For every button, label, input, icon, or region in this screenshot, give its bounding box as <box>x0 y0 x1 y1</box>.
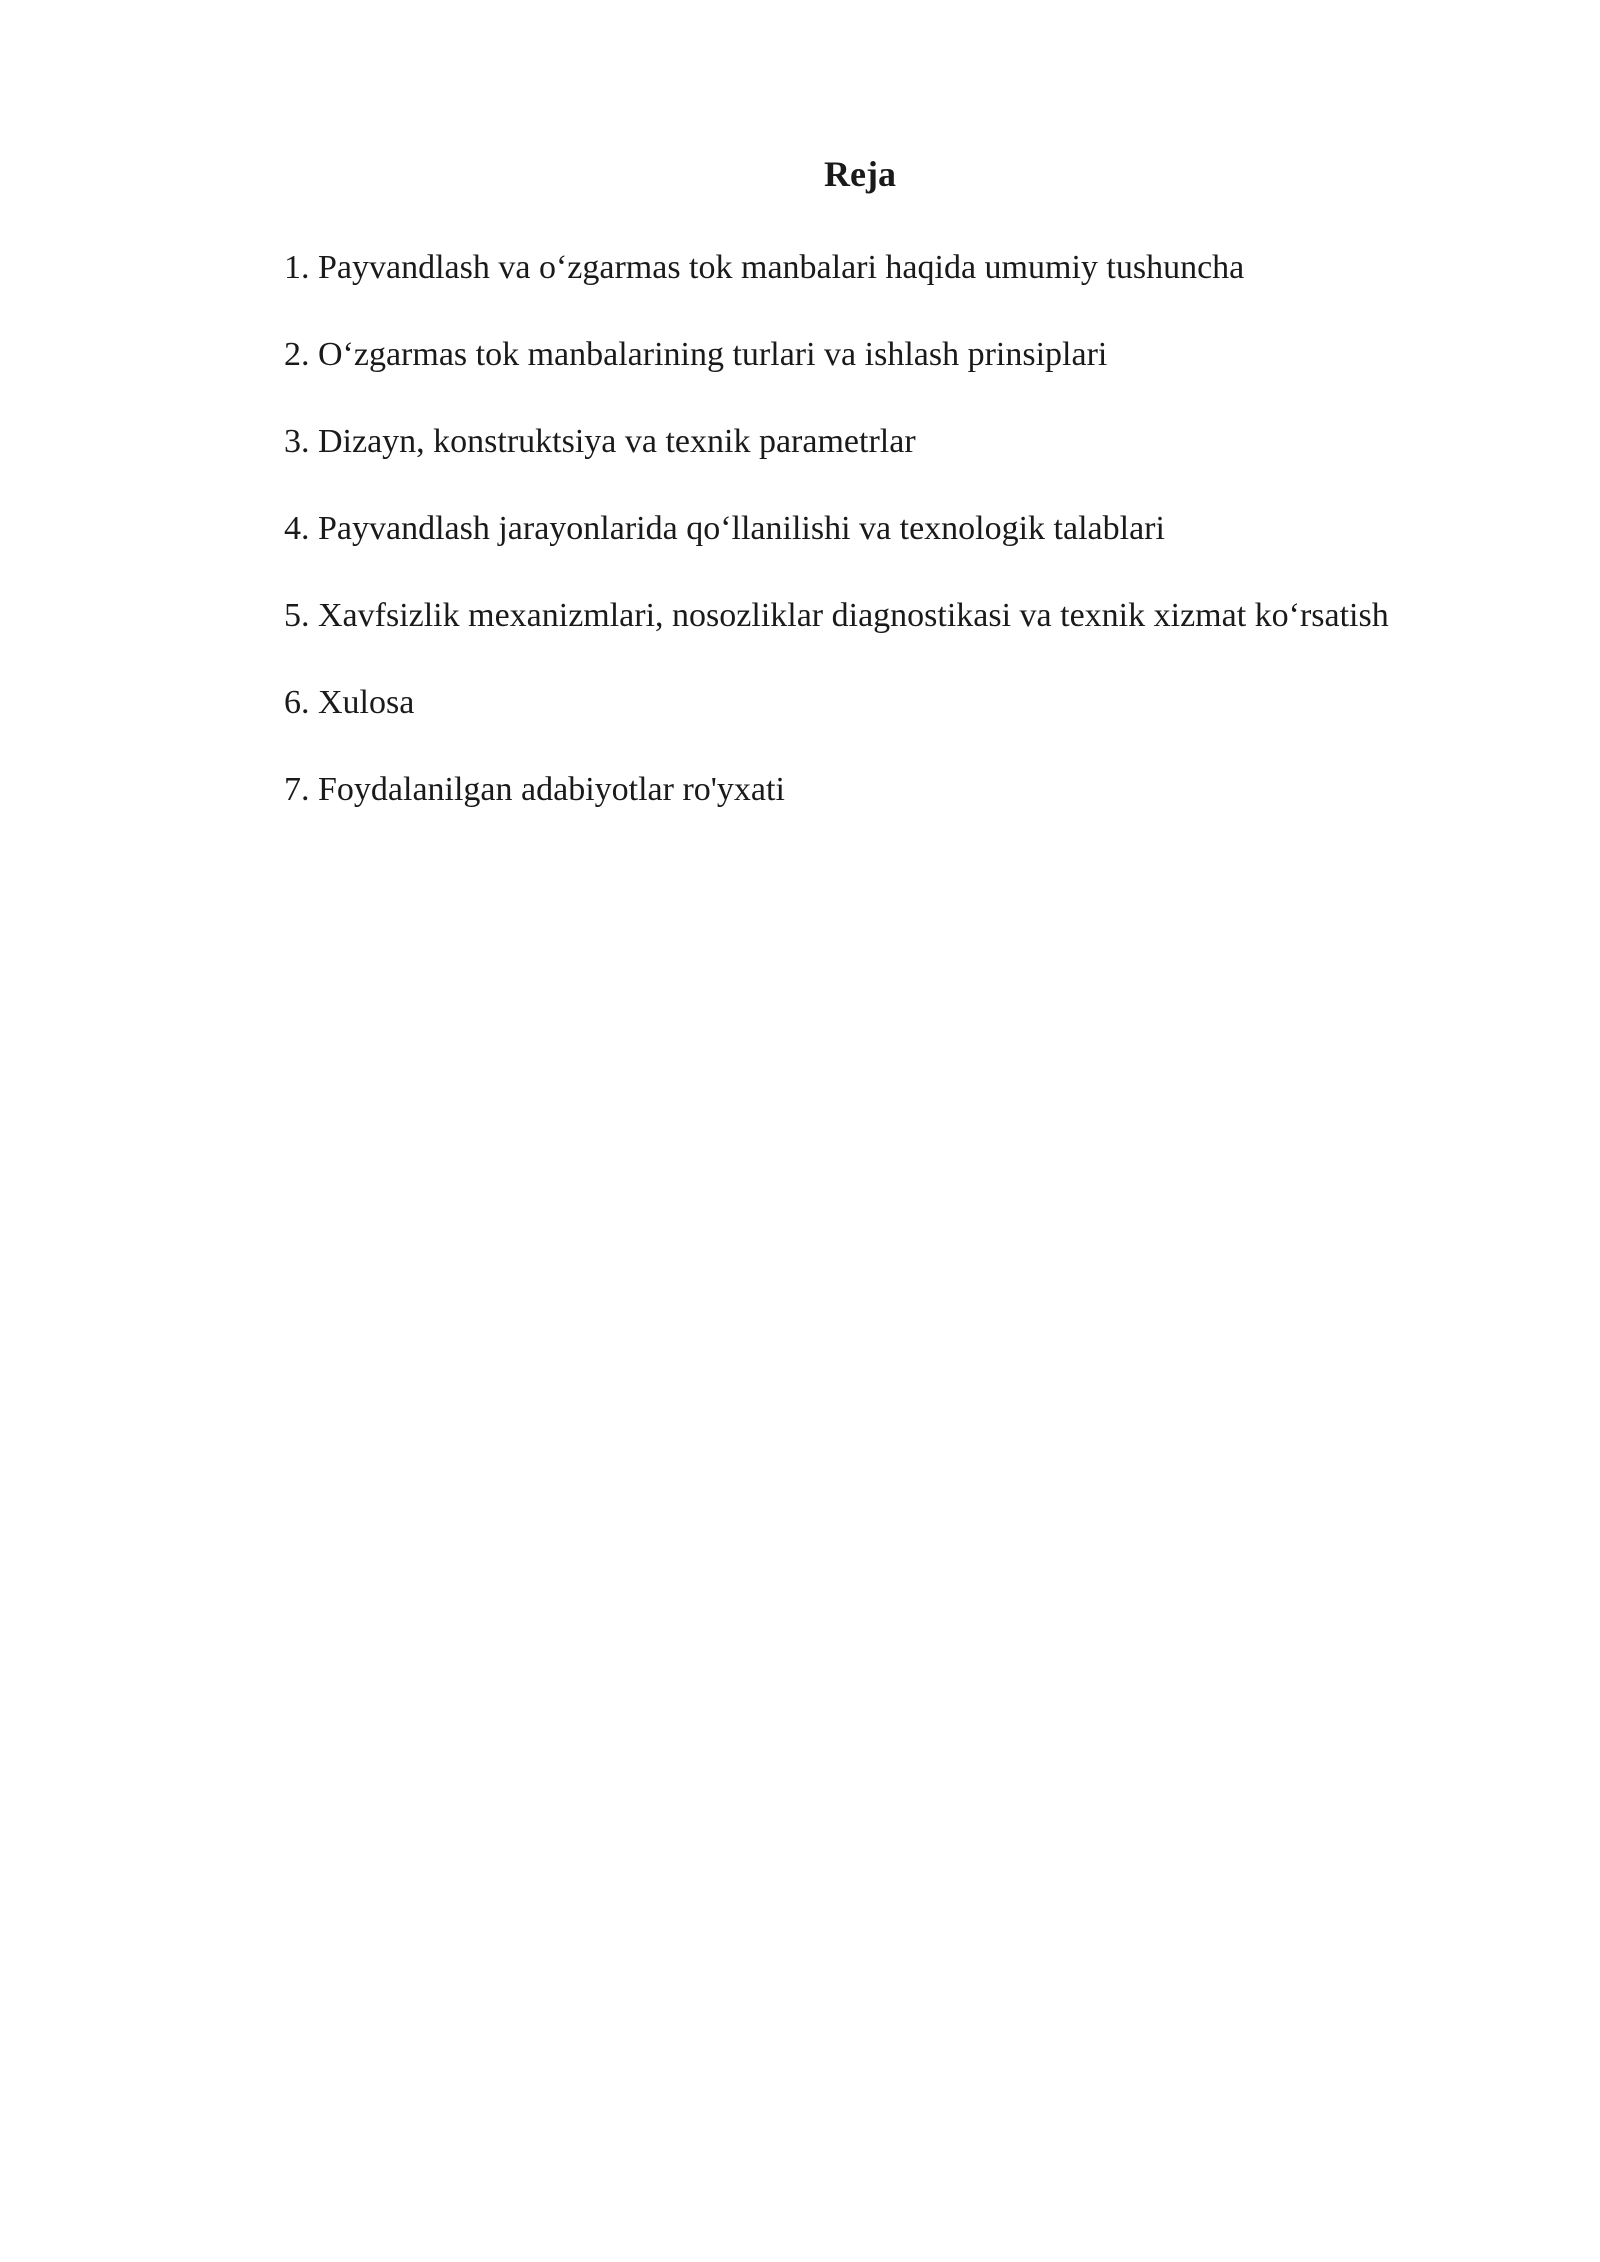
toc-item: 5. Xavfsizlik mexanizmlari, nosozliklar diagnostikasi va texnik xizmat ko‘rsatish <box>284 597 1389 634</box>
toc-item: 4. Payvandlash jarayonlarida qo‘llanilishi va texnologik talablari <box>284 510 1165 547</box>
title-container <box>230 150 1490 198</box>
page-title: Reja <box>824 154 896 194</box>
toc-item: 2. O‘zgarmas tok manbalarining turlari va ishlash prinsiplari <box>284 336 1108 373</box>
table-of-contents <box>230 235 1490 844</box>
toc-item: 6. Xulosa <box>284 684 415 721</box>
toc-item: 1. Payvandlash va o‘zgarmas tok manbalari haqida umumiy tushuncha <box>284 249 1245 286</box>
toc-item: 3. Dizayn, konstruktsiya va texnik parametrlar <box>284 423 916 460</box>
toc-item: 7. Foydalanilgan adabiyotlar ro'yxati <box>284 771 785 808</box>
